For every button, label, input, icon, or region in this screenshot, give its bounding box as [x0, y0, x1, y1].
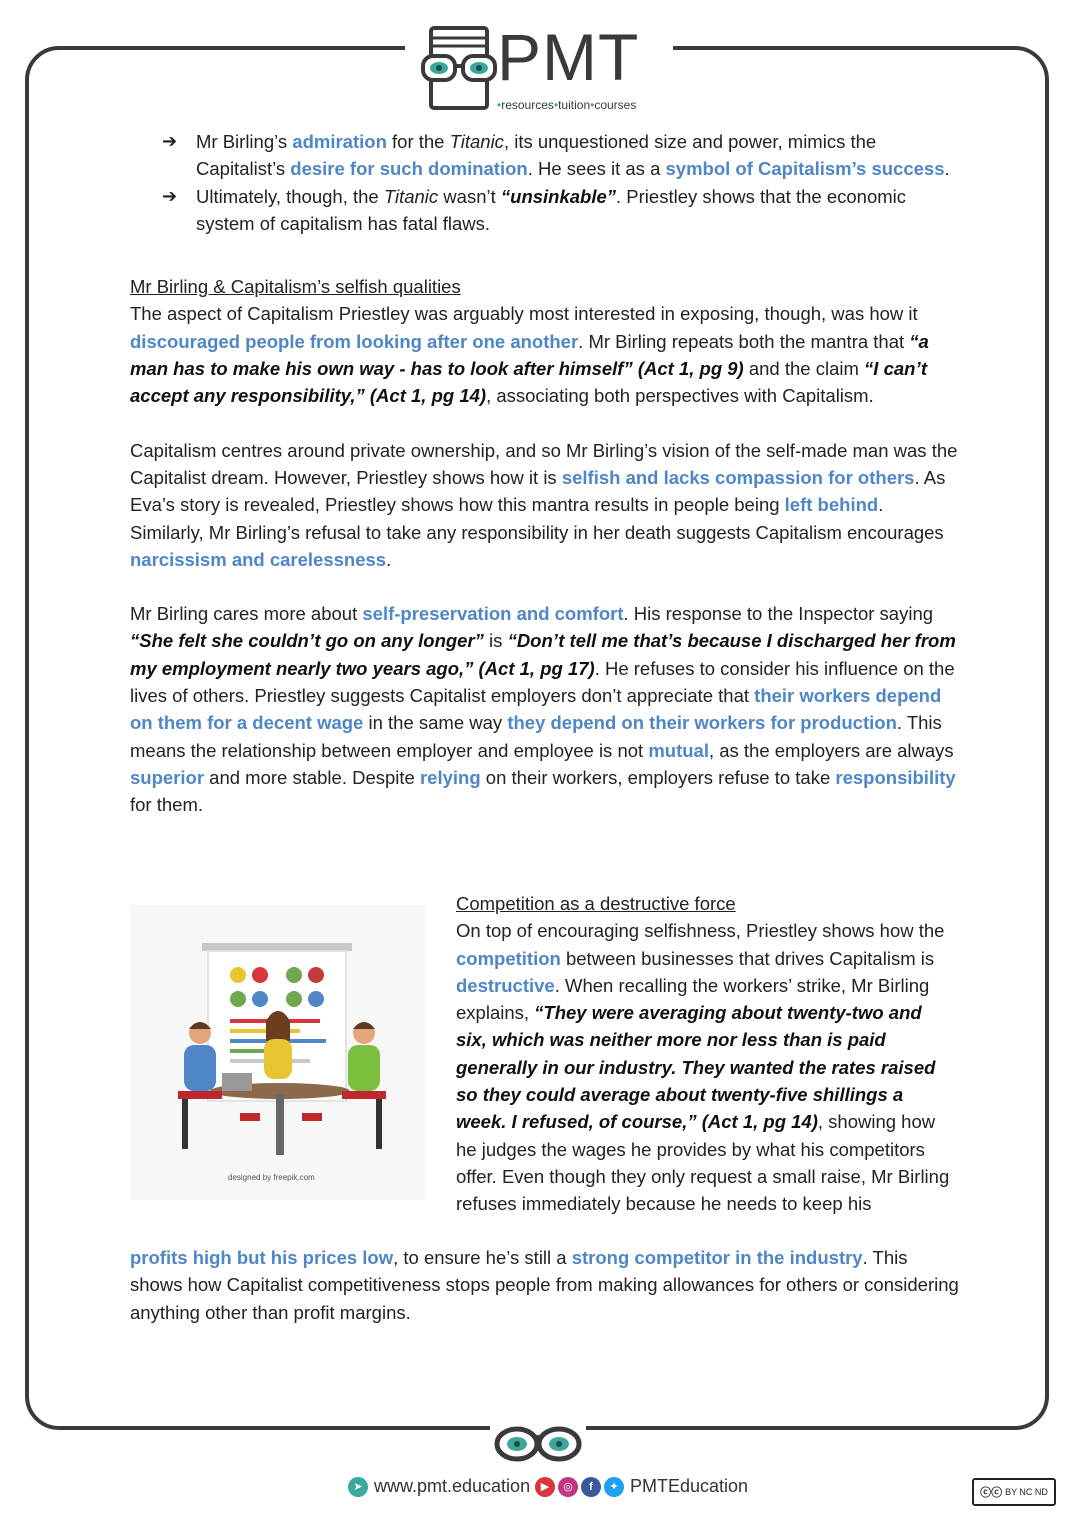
paragraph-continuation: profits high but his prices low, to ensure he’s still a strong competitor in the industry. This shows how Capitalist competitiveness stops people from making allowances for others or considering anything other than profit margins.: [130, 1247, 959, 1323]
arrow-icon: ➔: [162, 185, 178, 206]
image-credit: designed by freepik.com: [228, 1173, 315, 1182]
website-text: www.pmt.education: [374, 1476, 531, 1496]
footer: [0, 1476, 1080, 1506]
glasses-icon: [490, 1424, 586, 1464]
cc-icon: ⓒⓒ: [980, 1487, 1003, 1499]
paragraph: On top of encouraging selfishness, Priestley shows how the competition between businesses that drives Capitalism is destructive. When recalling the workers’ strike, Mr Birling explains, “They were averaging about twenty-two and six, which was neither more nor less than is paid generally in our industry. They wanted the rates raised so they could average about twenty-five shillings a week. I refused, of course,” (Act 1, pg 14), showing how he judges the wages he provides by what his competitors offer. Even though they only request a small raise, Mr Birling refuses immediately because he needs to keep his: [456, 920, 950, 1215]
bullet-list: [130, 128, 960, 237]
float-column: [456, 890, 956, 1218]
social-handle: PMTEducation: [630, 1476, 749, 1496]
section-heading: Mr Birling & Capitalism’s selfish qualities: [130, 276, 461, 298]
meeting-illustration-icon: [130, 905, 425, 1200]
social-links[interactable]: [535, 1476, 748, 1497]
youtube-icon[interactable]: ▶: [535, 1477, 555, 1497]
business-meeting-illustration: [130, 905, 425, 1200]
bullet-item: ➔ Mr Birling’s admiration for the Titanic, its unquestioned size and power, mimics the Capitalist’s desire for such domination. He sees it as a symbol of Capitalism’s success.: [130, 128, 960, 183]
license-text: BY NC ND: [1005, 1487, 1048, 1497]
logo-tagline: •resources•tuition•courses: [497, 98, 637, 112]
logo-title: PMT: [497, 20, 640, 94]
instagram-icon[interactable]: ◎: [558, 1477, 578, 1497]
section-heading: Competition as a destructive force: [456, 893, 736, 914]
twitter-icon[interactable]: ✦: [604, 1477, 624, 1497]
paragraph: Mr Birling cares more about self-preservation and comfort. His response to the Inspector saying “She felt she couldn’t go on any longer” is “Don’t tell me that’s because I discharged her from my employment nearly two years ago,” (Act 1, pg 17). He refuses to consider his influence on the lives of others. Priestley suggests Capitalist employers don’t appreciate that their workers depend on them for a decent wage in the same way they depend on their workers for production. This means the relationship between employer and employee is not mutual, as the employers are always superior and more stable. Despite relying on their workers, employers refuse to take responsibility for them.: [130, 603, 956, 816]
paragraph: The aspect of Capitalism Priestley was arguably most interested in exposing, though, was how it discouraged people from looking after one another. Mr Birling repeats both the mantra that “a man has to make his own way - has to look after himself” (Act 1, pg 9) and the claim “I can’t accept any responsibility,” (Act 1, pg 14), associating both perspectives with Capitalism.: [130, 303, 929, 407]
book-glasses-icon: [419, 24, 499, 116]
website-link[interactable]: [348, 1476, 530, 1497]
facebook-icon[interactable]: f: [581, 1477, 601, 1497]
bullet-item: ➔ Ultimately, though, the Titanic wasn’t “unsinkable”. Priestley shows that the economic system of capitalism has fatal flaws.: [130, 183, 960, 238]
main-content: [130, 128, 960, 819]
arrow-icon: ➔: [162, 131, 178, 151]
paragraph: Capitalism centres around private ownership, and so Mr Birling’s vision of the self-made man was the Capitalist dream. However, Priestley shows how it is selfish and lacks compassion for others. As Eva’s story is revealed, Priestley shows how this mantra results in people being left behind. Similarly, Mr Birling’s refusal to take any responsibility in her death suggests Capitalism encourages narcissism and carelessness.: [130, 439, 958, 570]
pmt-logo: [405, 18, 673, 118]
creative-commons-badge: [972, 1478, 1056, 1506]
cursor-icon: ➤: [348, 1477, 368, 1497]
